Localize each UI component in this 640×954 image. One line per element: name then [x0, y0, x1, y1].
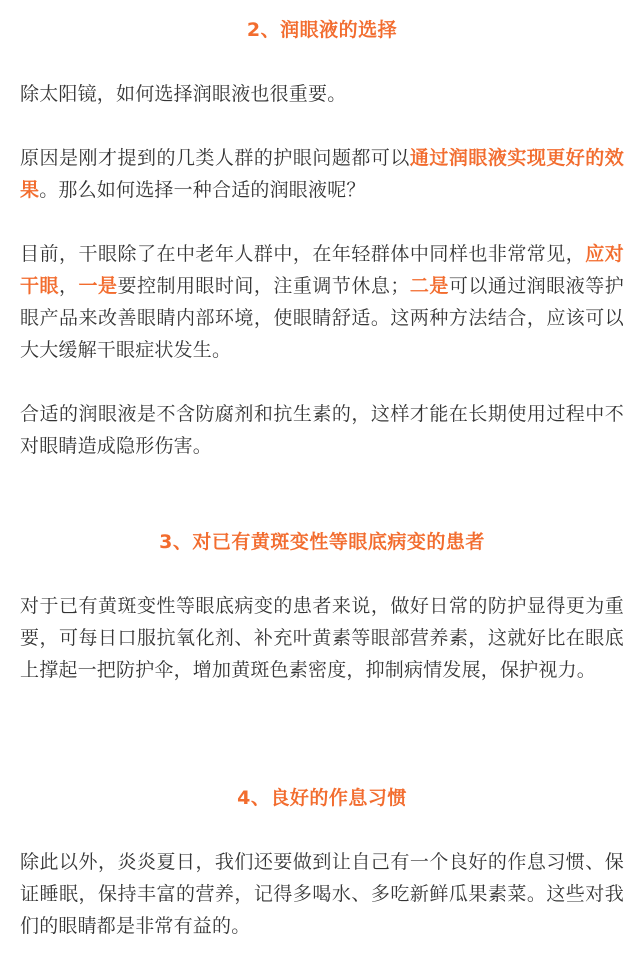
paragraph-text: 要控制用眼时间，注重调节休息；	[117, 275, 410, 297]
paragraph-preservative-free: 合适的润眼液是不含防腐剂和抗生素的，这样才能在长期使用过程中不对眼睛造成隐形伤害。	[20, 403, 624, 457]
paragraph-text: 原因是刚才提到的几类人群的护眼问题都可以	[20, 147, 410, 169]
paragraph-macular	[20, 590, 624, 686]
paragraph-text: 对于	[20, 595, 59, 617]
section-title-eye-drops: 2、润眼液的选择	[246, 19, 398, 41]
highlight-text: 应对干眼	[20, 243, 624, 297]
paragraph-text: 来说，做好日常的防护显得更为重要，可每日口服抗氧化剂、补充叶黄素等眼部营养素，这就好比在眼底上撑起一把防护伞，增加黄斑色素密度，抑制病情发展，保护视力。	[20, 595, 624, 681]
highlight-text: 一是	[78, 275, 118, 297]
highlight-text: 二是	[409, 275, 449, 297]
paragraph-text: 。那么如何选择一种合适的润眼液呢？	[39, 179, 366, 201]
paragraph-dry-eye	[20, 238, 624, 366]
paragraph-text: 可以通过润眼液等护眼产品来改善眼睛内部环境，使眼睛舒适。这两种方法结合，应该可以大大缓解干眼症状发生。	[20, 275, 624, 361]
paragraph-intro: 除太阳镜，如何选择润眼液也很重要。	[20, 83, 347, 105]
paragraph-text: 目前，干眼除了在中老年人群中，在年轻群体中同样也非常常见，	[20, 243, 586, 265]
paragraph-text: ，	[58, 275, 79, 297]
section-title-habits: 4、良好的作息习惯	[237, 787, 407, 809]
paragraph-habits: 除此以外，炎炎夏日，我们还要做到让自己有一个良好的作息习惯、保证睡眠，保持丰富的营养，记得多喝水、多吃新鲜瓜果素菜。这些对我们的眼睛都是非常有益的。	[20, 851, 624, 937]
emphasis-text: 已有黄斑变性等眼底病变的患者	[59, 595, 332, 617]
section-title-macular: 3、对已有黄斑变性等眼底病变的患者	[159, 531, 485, 553]
paragraph-reason	[20, 142, 624, 206]
highlight-text: 通过润眼液实现更好的效果	[20, 147, 624, 201]
